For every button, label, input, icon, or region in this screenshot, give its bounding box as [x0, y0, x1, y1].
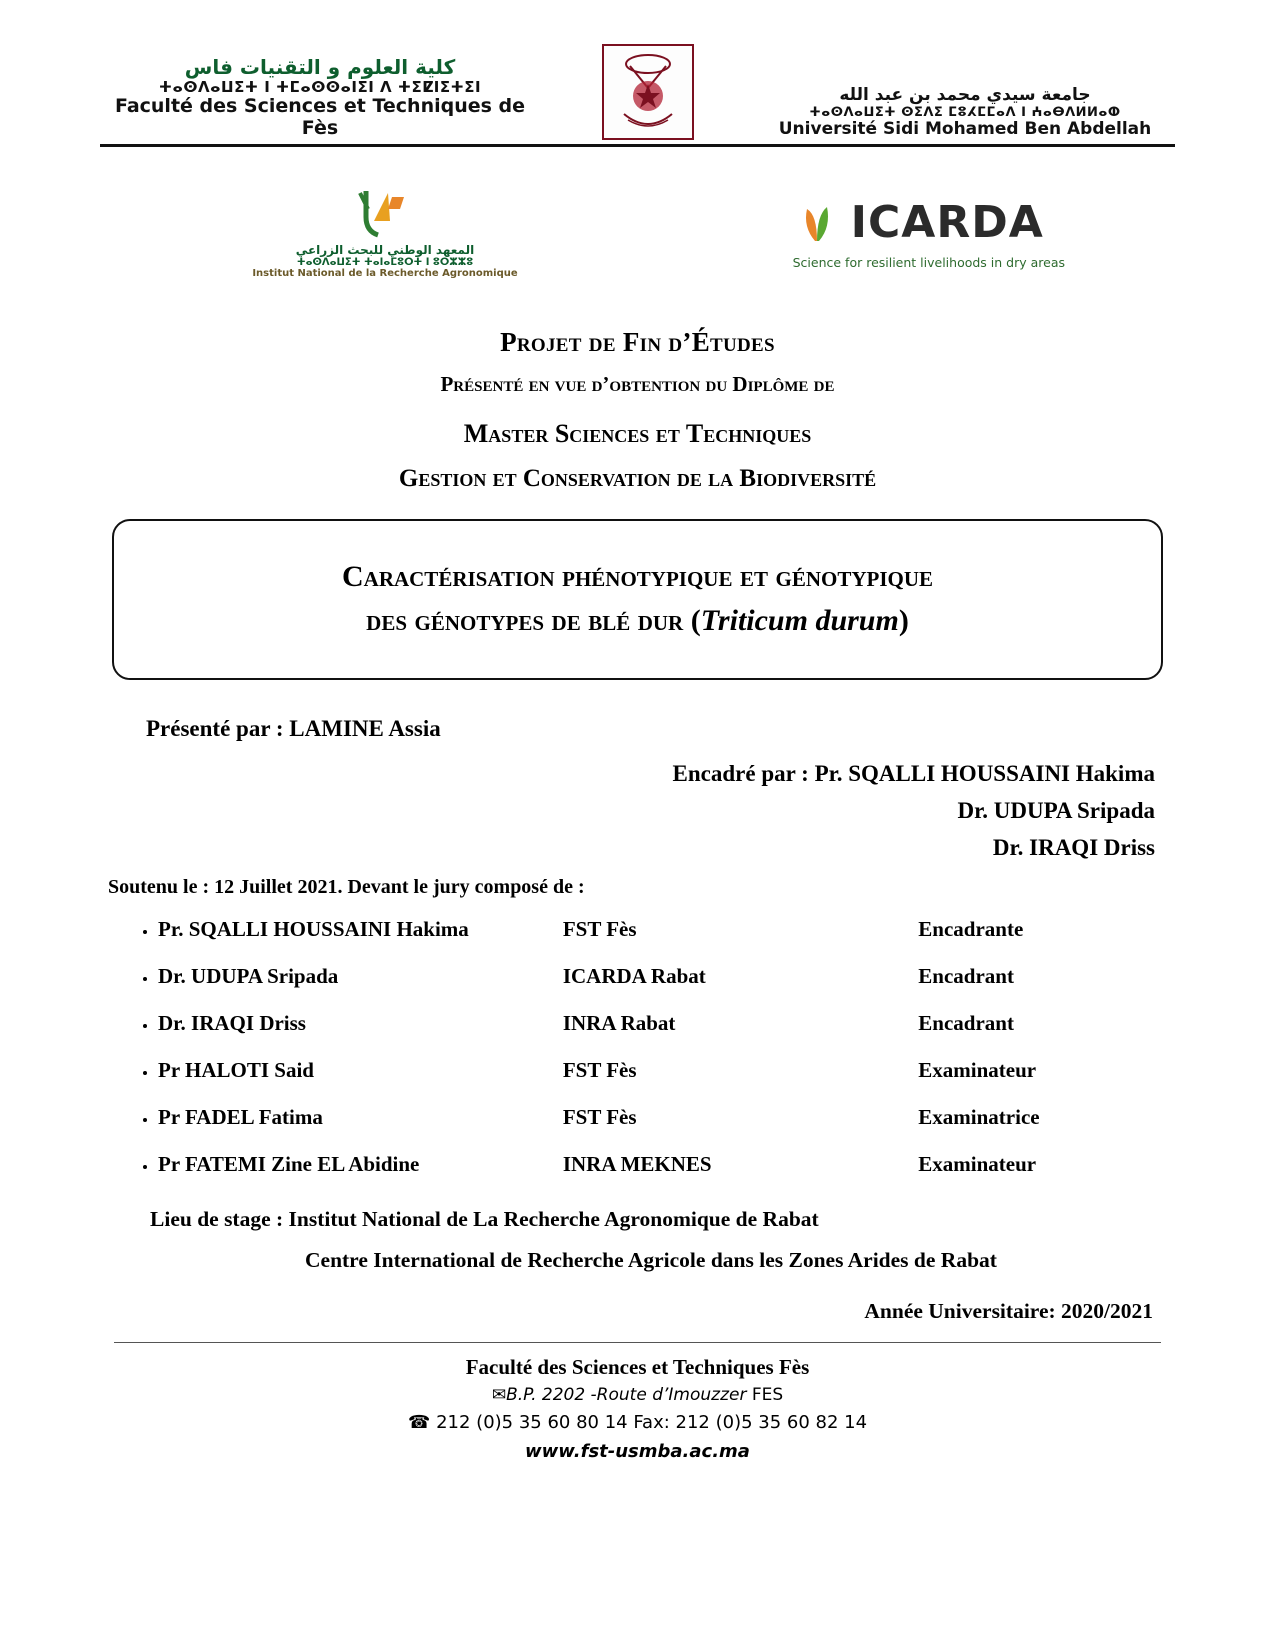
list-item — [158, 917, 1175, 942]
list-item — [158, 964, 1175, 989]
footer-address-italic: B.P. 2202 -Route d’Imouzzer — [506, 1385, 747, 1406]
footer-address-tail: FES — [746, 1385, 784, 1406]
supervisor-1: Encadré par : Pr. SQALLI HOUSSAINI Hakima — [672, 761, 1155, 786]
jury-member-name: • Dr. UDUPA Sripada — [158, 964, 339, 989]
jury-member-name: • Pr. SQALLI HOUSSAINI Hakima — [158, 917, 469, 942]
jury-member-role: Encadrant — [918, 1011, 1014, 1036]
icarda-tagline: Science for resilient livelihoods in dry areas — [792, 254, 1065, 270]
list-item — [158, 1105, 1175, 1130]
university-name-arabic: جامعة سيدي محمد بن عبد الله — [839, 84, 1091, 105]
icarda-logo — [793, 197, 1065, 270]
supervisor-2: Dr. UDUPA Sripada — [957, 797, 1155, 823]
thesis-title-box — [112, 519, 1163, 680]
list-item — [158, 1011, 1175, 1036]
fst-name-tifinagh: ⵜⴰⵙⴷⴰⵡⵉⵜ ⵏ ⵜⵎⴰⵙⵙⴰⵏⵉⵏ ⴷ ⵜⵉⵇⵏⵉⵜⵉⵏ — [158, 78, 482, 97]
jury-member-role: Examinatrice — [918, 1105, 1040, 1130]
jury-member-role: Encadrante — [918, 917, 1024, 942]
jury-member-role: Encadrant — [918, 964, 1014, 989]
project-subtitle: Présenté en vue d’obtention du Diplôme de — [440, 372, 835, 396]
thesis-title-line2-text: des génotypes de blé dur ( — [366, 603, 701, 637]
page-footer — [100, 1355, 1175, 1462]
jury-member-affiliation: INRA MEKNES — [562, 1152, 712, 1177]
project-type: Projet de Fin d’Études — [500, 327, 775, 357]
jury-member-name: • Pr HALOTI Said — [158, 1058, 314, 1083]
jury-member-affiliation: ICARDA Rabat — [562, 964, 706, 989]
presented-by: Présenté par : LAMINE Assia — [146, 716, 441, 741]
header-divider — [100, 144, 1175, 147]
jury-list — [100, 917, 1175, 1177]
defense-line: Soutenu le : 12 Juillet 2021. Devant le jury composé de : — [108, 876, 585, 899]
jury-member-affiliation: FST Fès — [562, 917, 637, 942]
fst-name-french: Faculté des Sciences et Techniques de Fès — [114, 95, 526, 140]
footer-phone-line — [100, 1412, 1175, 1433]
jury-member-role: Examinateur — [918, 1152, 1037, 1177]
inra-name-arabic: المعهد الوطني للبحث الزراعي — [295, 243, 475, 257]
inra-mark-icon — [220, 187, 550, 241]
internship-location-line1: Lieu de stage : Institut National de La Recherche Agronomique de Rabat — [150, 1207, 819, 1232]
inra-logo — [220, 187, 550, 279]
jury-member-role: Examinateur — [918, 1058, 1037, 1083]
degree-specialty: Gestion et Conservation de la Biodiversité — [398, 465, 877, 492]
footer-institution: Faculté des Sciences et Techniques Fès — [465, 1355, 810, 1380]
thesis-title-line2 — [154, 599, 1121, 643]
thesis-title-line1: Caractérisation phénotypique et génotypique — [341, 560, 934, 593]
phone-icon: ☎ — [407, 1412, 431, 1434]
university-name-tifinagh: ⵜⴰⵙⴷⴰⵡⵉⵜ ⵙⵉⴷⵉ ⵎⵓⵃⵎⵎⴰⴷ ⵏ ⵄⴰⴱⴷⵍⵍⴰⵀ — [809, 104, 1121, 120]
header-logo-band — [100, 0, 1175, 140]
university-name-french: Université Sidi Mohamed Ben Abdellah — [778, 119, 1152, 140]
icarda-leaf-icon — [793, 197, 841, 250]
academic-year: Année Universitaire: 2020/2021 — [864, 1299, 1153, 1324]
footer-divider — [114, 1342, 1161, 1343]
university-crest-icon — [602, 44, 694, 140]
inra-name-tifinagh: ⵜⴰⵙⴷⴰⵡⵉⵜ ⵜⴰⵏⴰⵎⵓⵔⵜ ⵏ ⵓⵔⵣⵣⵓ — [296, 257, 474, 268]
supervisors-block — [100, 756, 1155, 866]
inra-name-french: Institut National de la Recherche Agronomique — [252, 268, 518, 279]
degree-name: Master Sciences et Techniques — [463, 419, 812, 448]
thesis-title-species: Triticum durum — [700, 603, 899, 637]
list-item — [158, 1058, 1175, 1083]
mail-icon: ✉ — [491, 1385, 507, 1406]
fst-logo — [100, 56, 540, 140]
thesis-title-line2-close: ) — [898, 603, 909, 637]
internship-location-line2: Centre International de Recherche Agricole dans les Zones Arides de Rabat — [305, 1248, 997, 1273]
footer-address — [100, 1385, 1175, 1405]
footer-phone: 212 (0)5 35 60 80 14 Fax: 212 (0)5 35 60 82 14 — [436, 1412, 868, 1434]
jury-member-affiliation: INRA Rabat — [562, 1011, 676, 1036]
jury-member-name: • Pr FADEL Fatima — [158, 1105, 323, 1130]
icarda-wordmark: ICARDA — [850, 197, 1044, 248]
jury-member-affiliation: FST Fès — [562, 1058, 637, 1083]
jury-member-name: • Dr. IRAQI Driss — [158, 1011, 306, 1036]
list-item — [158, 1152, 1175, 1177]
footer-website[interactable]: www.fst-usmba.ac.ma — [525, 1441, 750, 1463]
project-heading-block — [100, 327, 1175, 493]
jury-member-affiliation: FST Fès — [562, 1105, 637, 1130]
jury-member-name: • Pr FATEMI Zine EL Abidine — [158, 1152, 420, 1177]
fst-name-arabic: كلية العلوم و التقنيات فاس — [184, 55, 456, 80]
university-logo — [755, 86, 1175, 140]
partner-logo-row — [100, 173, 1175, 293]
supervisor-3: Dr. IRAQI Driss — [992, 834, 1155, 860]
